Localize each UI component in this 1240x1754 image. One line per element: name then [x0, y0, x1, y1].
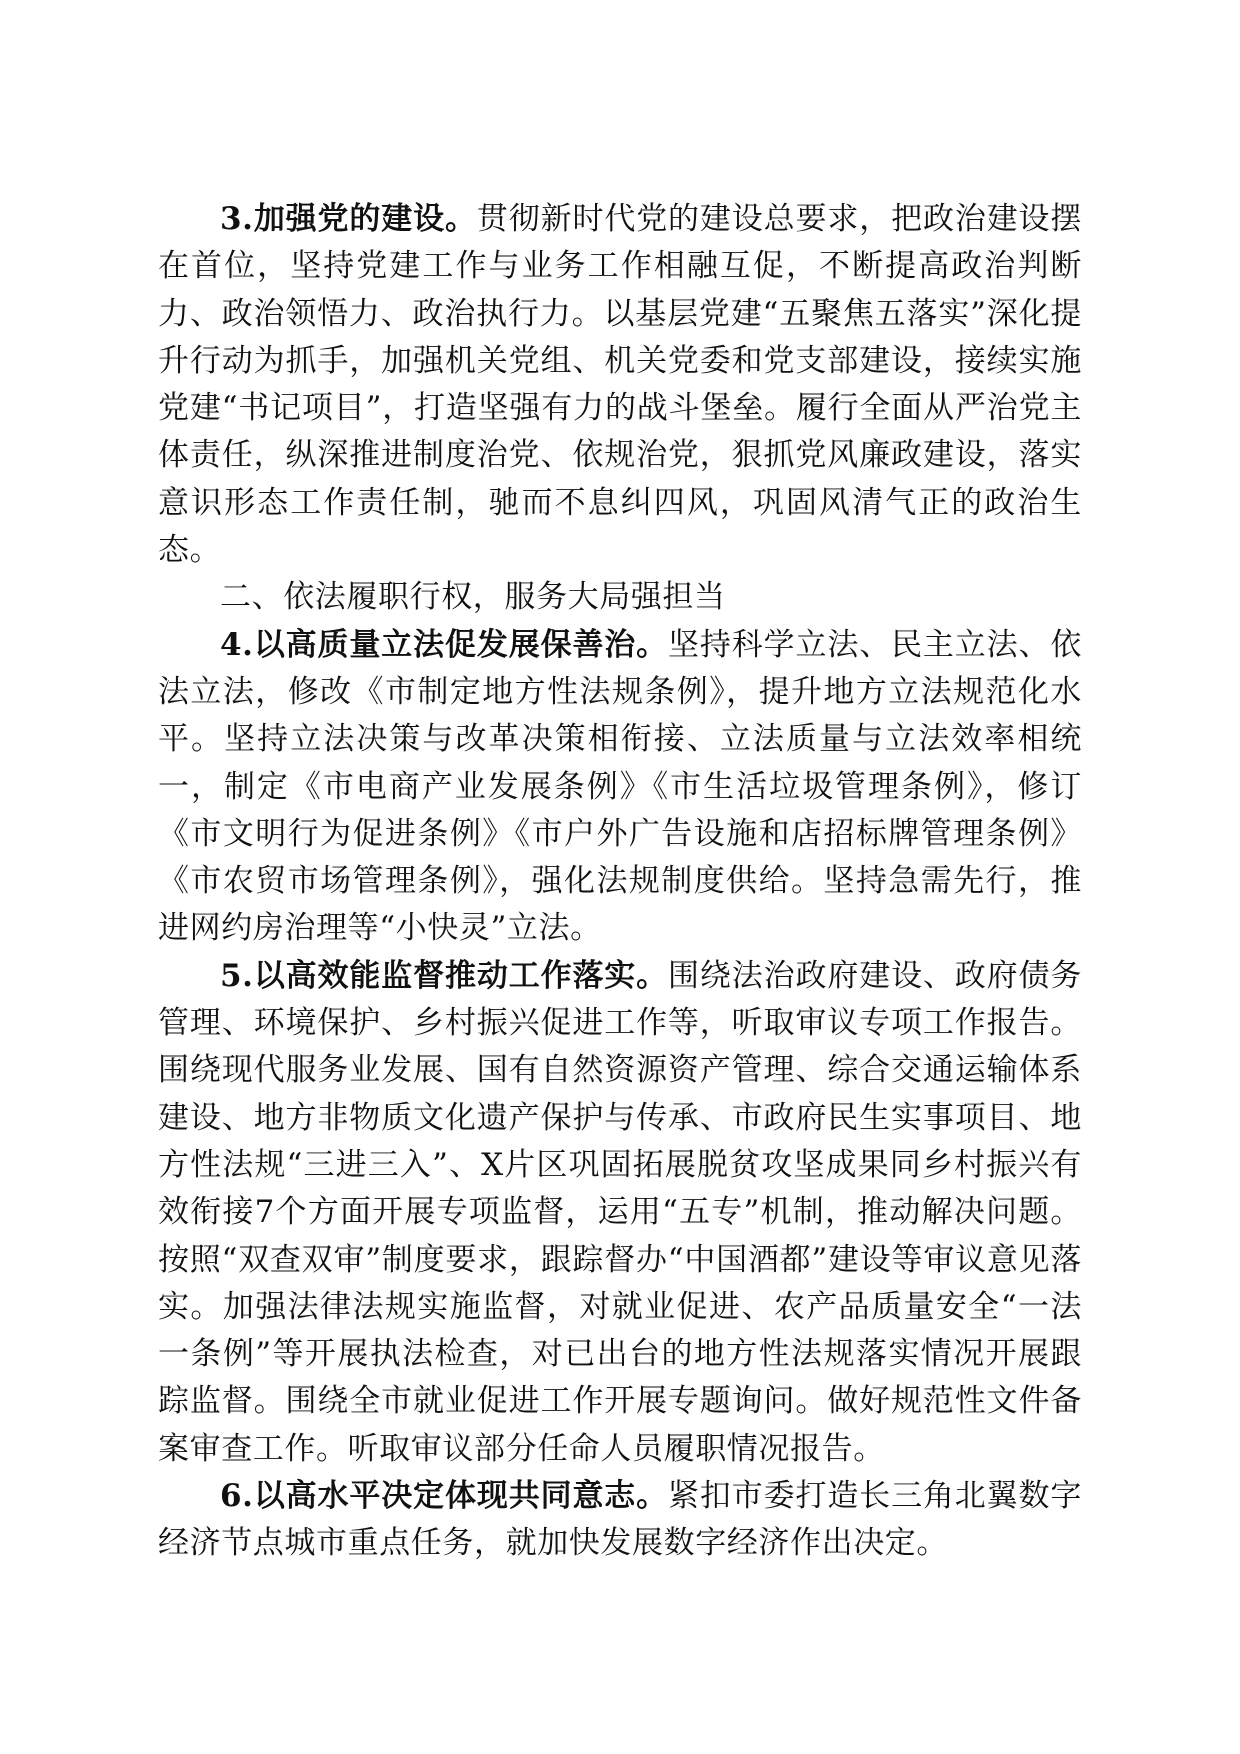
paragraph-body: 贯彻新时代党的建设总要求，把政治建设摆在首位，坚持党建工作与业务工作相融互促，不断提高政治判断力、政治领悟力、政治执行力。以基层党建“五聚焦五落实”深化提升行动为抓手，加强机关党组、机关党委和党支部建设，接续实施党建“书记项目”，打造坚强有力的战斗堡垒。履行全面从严治党主体责任，纵深推进制度治党、依规治党，狠抓党风廉政建设，落实意识形态工作责任制，驰而不息纠四风，巩固风清气正的政治生态。 [158, 201, 1082, 569]
paragraph-lead: 3.加强党的建设。 [220, 201, 477, 237]
paragraph-body: 紧扣市委打造长三角北翼数字经济节点城市重点任务，就加快发展数字经济作出决定。 [158, 1478, 1082, 1562]
paragraph-supervision [158, 953, 1082, 1473]
paragraph-party-building [158, 196, 1082, 574]
paragraph-lead: 6.以高水平决定体现共同意志。 [220, 1478, 669, 1515]
paragraph-legislation [158, 622, 1082, 953]
document-page [158, 196, 1082, 1568]
paragraph-lead: 5.以高效能监督推动工作落实。 [220, 957, 669, 994]
paragraph-body: 围绕法治政府建设、政府债务管理、环境保护、乡村振兴促进工作等，听取审议专项工作报告。围绕现代服务业发展、国有自然资源资产管理、综合交通运输体系建设、地方非物质文化遗产保护与传承、市政府民生实事项目、地方性法规“三进三入”、X片区巩固拓展脱贫攻坚成果同乡村振兴有效衔接7个方面开展专项监督，运用“五专”机制，推动解决问题。按照“双查双审”制度要求，跟踪督办“中国酒都”建设等审议意见落实。加强法律法规实施监督，对就业促进、农产品质量安全“一法一条例”等开展执法检查，对已出台的地方性法规落实情况开展跟踪监督。围绕全市就业促进工作开展专题询问。做好规范性文件备案审查工作。听取审议部分任命人员履职情况报告。 [158, 957, 1082, 1467]
section-heading: 二、依法履职行权，服务大局强担当 [220, 579, 726, 616]
paragraph-lead: 4.以高质量立法促发展保善治。 [220, 626, 669, 663]
paragraph-decisions [158, 1473, 1082, 1568]
paragraph-body: 坚持科学立法、民主立法、依法立法，修改《市制定地方性法规条例》，提升地方立法规范化水平。坚持立法决策与改革决策相衔接、立法质量与立法效率相统一，制定《市电商产业发展条例》《市生活垃圾管理条例》，修订《市文明行为促进条例》《市户外广告设施和店招标牌管理条例》《市农贸市场管理条例》，强化法规制度供给。坚持急需先行，推进网约房治理等“小快灵”立法。 [158, 626, 1082, 947]
